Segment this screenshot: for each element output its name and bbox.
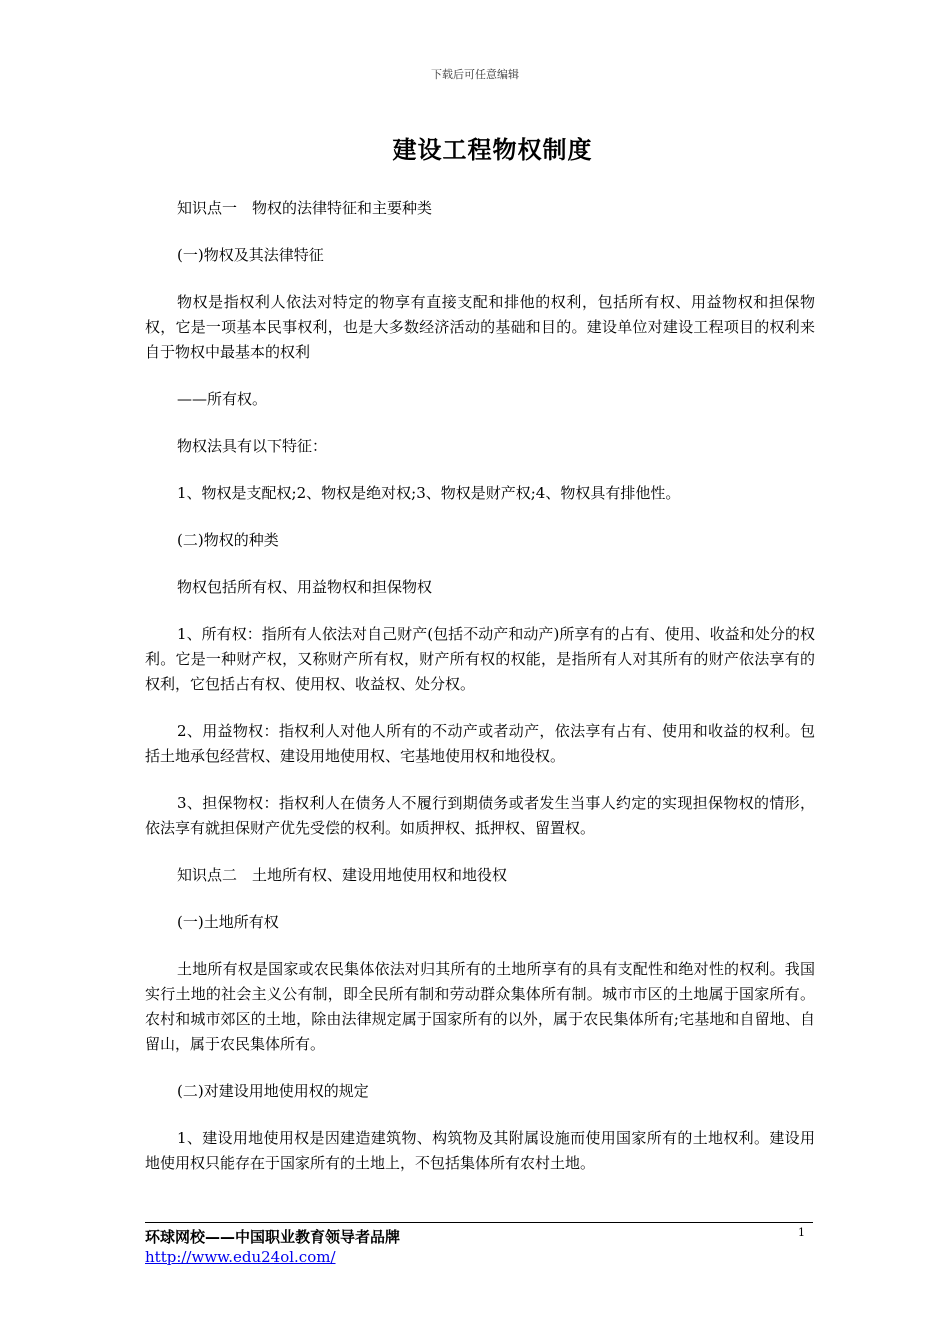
paragraph-6: 1、物权是支配权;2、物权是绝对权;3、物权是财产权;4、物权具有排他性。 — [177, 484, 681, 502]
paragraph-14: 土地所有权是国家或农民集体依法对归其所有的土地所享有的具有支配性和绝对性的权利。我国实行土地的社会主义公有制，即全民所有制和劳动群众集体所有制。城市市区的土地属于国家所有。农村和城市郊区的土地，除由法律规定属于国家所有的以外，属于农民集体所有;宅基地和自留地、自留山，属于农民集体所有。 — [145, 960, 815, 1053]
paragraph-5: 物权法具有以下特征： — [177, 437, 328, 455]
paragraph-12: 知识点二 土地所有权、建设用地使用权和地役权 — [177, 866, 508, 884]
footer-divider — [145, 1222, 813, 1223]
page-title: 建设工程物权制度 — [392, 136, 593, 164]
body-text — [145, 196, 815, 1198]
paragraph-11: 3、担保物权：指权利人在债务人不履行到期债务或者发生当事人约定的实现担保物权的情形，依法享有就担保财产优先受偿的权利。如质押权、抵押权、留置权。 — [145, 794, 815, 837]
header-note: 下载后可任意编辑 — [431, 68, 519, 81]
paragraph-9: 1、所有权：指所有人依法对自己财产(包括不动产和动产)所享有的占有、使用、收益和处分的权利。它是一种财产权，又称财产所有权，财产所有权的权能，是指所有人对其所有的财产依法享有的权利，它包括占有权、使用权、收益权、处分权。 — [145, 625, 815, 693]
footer-link[interactable]: http://www.edu24ol.com/ — [145, 1248, 336, 1266]
footer-brand: 环球网校——中国职业教育领导者品牌 — [145, 1228, 401, 1246]
paragraph-16: 1、建设用地使用权是因建造建筑物、构筑物及其附属设施而使用国家所有的土地权利。建设用地使用权只能存在于国家所有的土地上，不包括集体所有农村土地。 — [145, 1129, 815, 1172]
paragraph-4: ——所有权。 — [177, 390, 268, 408]
paragraph-13: (一)土地所有权 — [177, 913, 279, 931]
paragraph-10: 2、用益物权：指权利人对他人所有的不动产或者动产，依法享有占有、使用和收益的权利。包括土地承包经营权、建设用地使用权、宅基地使用权和地役权。 — [145, 722, 815, 765]
paragraph-3: 物权是指权利人依法对特定的物享有直接支配和排他的权利，包括所有权、用益物权和担保物权，它是一项基本民事权利，也是大多数经济活动的基础和目的。建设单位对建设工程项目的权利来自于物权中最基本的权利 — [145, 293, 815, 361]
page-number: 1 — [798, 1226, 805, 1239]
paragraph-2: (一)物权及其法律特征 — [177, 246, 324, 264]
paragraph-8: 物权包括所有权、用益物权和担保物权 — [177, 578, 433, 596]
paragraph-7: (二)物权的种类 — [177, 531, 279, 549]
paragraph-1: 知识点一 物权的法律特征和主要种类 — [177, 199, 433, 217]
paragraph-15: (二)对建设用地使用权的规定 — [177, 1082, 369, 1100]
